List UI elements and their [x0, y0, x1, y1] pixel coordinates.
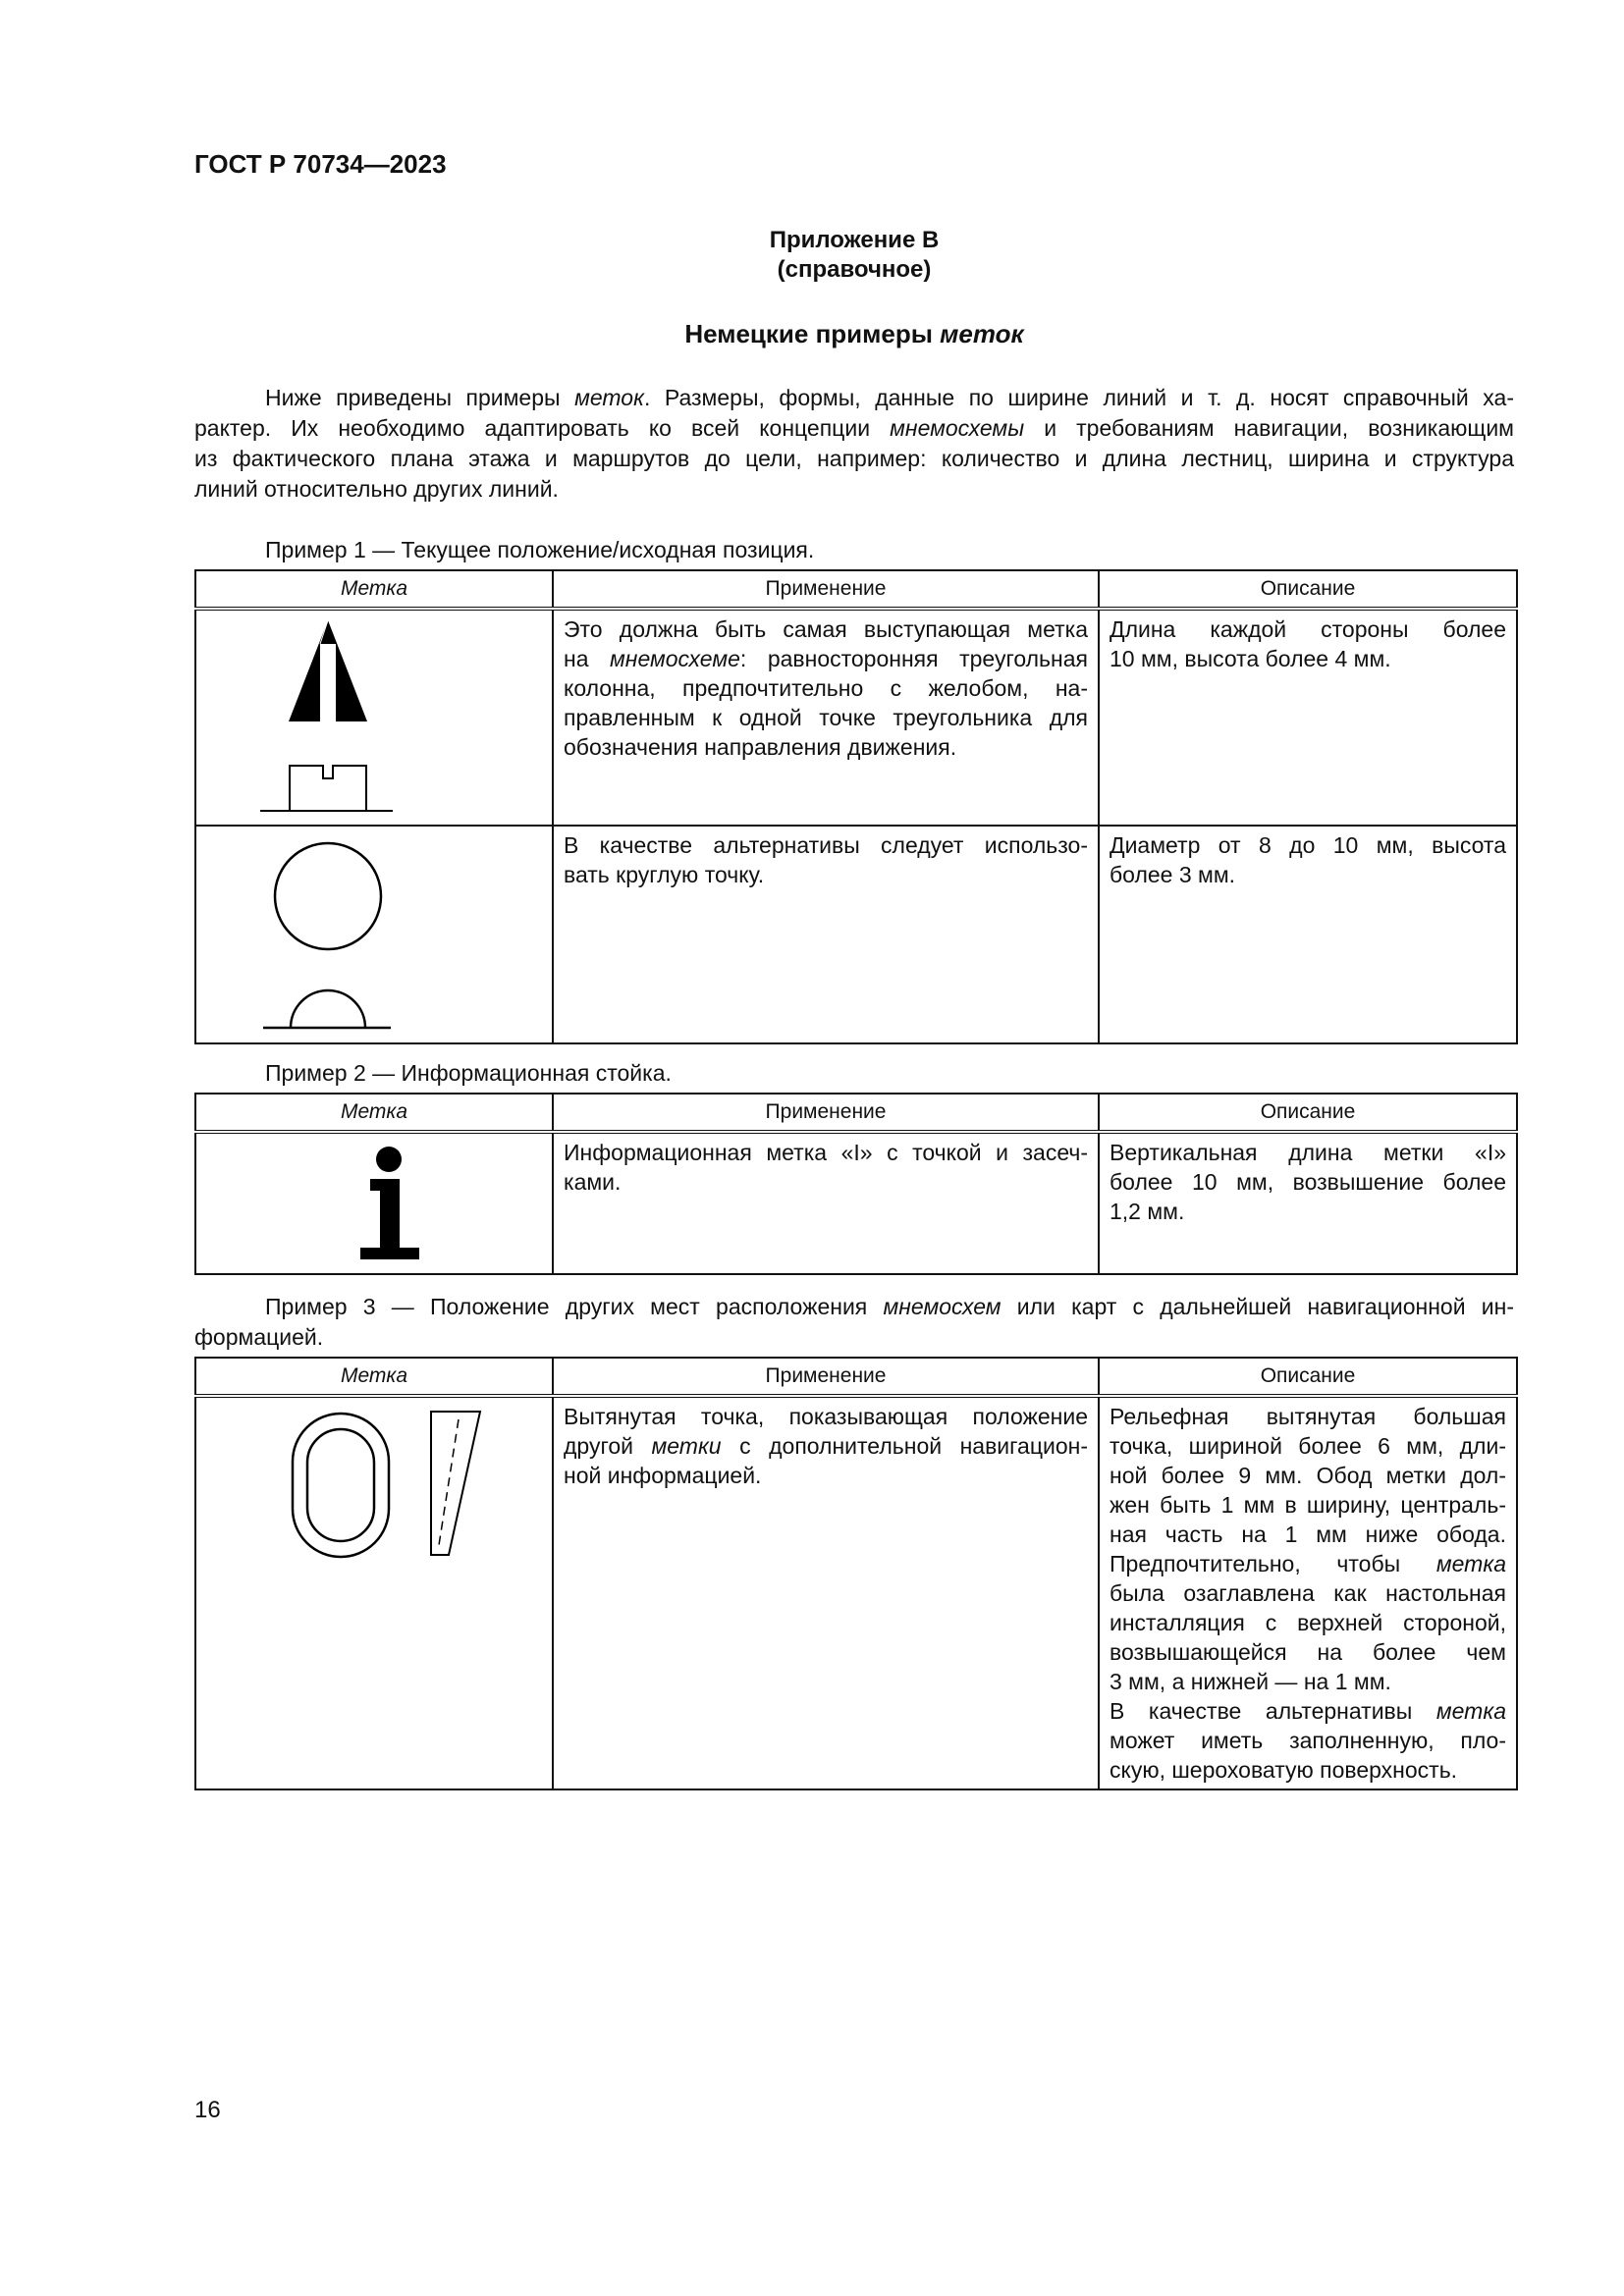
- page-number: 16: [194, 2097, 221, 2123]
- description-cell: Длина каждой стороны более 10 мм, высота более 4 мм.: [1099, 609, 1517, 826]
- description-cell: Рельефная вытянутая большая точка, шириной более 6 мм, дли- ной более 9 мм. Обод метки дол- жен быть 1 мм в ширину, централь- ная часть на 1 мм ниже обода. Предпочтительно, чтобы метка была озаглавлена как настольная инсталляция с верхней стороной, возвышающейся на более чем 3 мм, а нижней — на 1 мм. В качестве альтернативы метка может иметь заполненную, пло- скую, шероховатую поверхность.: [1099, 1396, 1517, 1789]
- column-header-application: Применение: [553, 570, 1099, 609]
- example-3-table: [194, 1357, 1518, 1790]
- description-cell: Диаметр от 8 до 10 мм, высота более 3 мм.: [1099, 826, 1517, 1043]
- example-2-caption: Пример 2 — Информационная стойка.: [265, 1060, 672, 1086]
- column-header-application: Применение: [553, 1094, 1099, 1132]
- column-header-mark: Метка: [195, 1358, 553, 1396]
- column-header-description: Описание: [1099, 570, 1517, 609]
- intro-line: из фактического плана этажа и маршрутов до цели, например: количество и длина лестниц, ширина и структура: [194, 446, 1514, 471]
- intro-line: Ниже приведены примеры меток. Размеры, формы, данные по ширине линий и т. д. носят справочный ха-: [265, 385, 1514, 410]
- example-1-table: [194, 569, 1518, 1044]
- appendix-title: Приложение В: [769, 227, 940, 253]
- mark-cell: [195, 1396, 553, 1789]
- info-i-icon: [206, 1138, 562, 1269]
- intro-line: рактер. Их необходимо адаптировать ко всей концепции мнемосхемы и требованиям навигации, возникающим: [194, 415, 1514, 441]
- application-cell: В качестве альтернативы следует использо- вать круглую точку.: [553, 826, 1099, 1043]
- intro-line: линий относительно других линий.: [194, 476, 559, 502]
- table-row: [195, 826, 1517, 1043]
- mark-cell: [195, 609, 553, 826]
- application-cell: Вытянутая точка, показывающая положение другой метки с дополнительной навигацион- ной информацией.: [553, 1396, 1099, 1789]
- example-1-caption: Пример 1 — Текущее положение/исходная позиция.: [265, 537, 815, 562]
- application-cell: Это должна быть самая выступающая метка на мнемосхеме: равносторонняя треугольная колонна, предпочтительно с желобом, на- правленным к одной точке треугольника для обозначения направления движения.: [553, 609, 1099, 826]
- example-3-caption: Пример 3 — Положение других мест расположения мнемосхем или карт с дальнейшей навигационной ин- формацией.: [194, 1294, 1514, 1350]
- column-header-mark: Метка: [195, 1094, 553, 1132]
- column-header-description: Описание: [1099, 1094, 1517, 1132]
- mark-cell: [195, 826, 553, 1043]
- mark-cell: [195, 1132, 553, 1274]
- round-dot-icon: [206, 830, 562, 1039]
- section-heading: [194, 319, 1514, 349]
- document-code: ГОСТ Р 70734—2023: [194, 149, 447, 179]
- column-header-application: Применение: [553, 1358, 1099, 1396]
- table-row: [195, 1132, 1517, 1274]
- elongated-dot-icon: [206, 1402, 562, 1559]
- table-row: [195, 609, 1517, 826]
- heading-italic: меток: [940, 319, 1024, 348]
- application-cell: Информационная метка «I» с точкой и засеч- ками.: [553, 1132, 1099, 1274]
- intro-paragraph: [194, 383, 1514, 505]
- example-2-table: [194, 1093, 1518, 1275]
- column-header-description: Описание: [1099, 1358, 1517, 1396]
- description-cell: Вертикальная длина метки «I» более 10 мм, возвышение более 1,2 мм.: [1099, 1132, 1517, 1274]
- heading-text: Немецкие примеры: [684, 319, 941, 348]
- column-header-mark: Метка: [195, 570, 553, 609]
- table-row: [195, 1396, 1517, 1789]
- triangle-column-icon: [206, 614, 562, 821]
- appendix-subtitle: (справочное): [777, 256, 932, 283]
